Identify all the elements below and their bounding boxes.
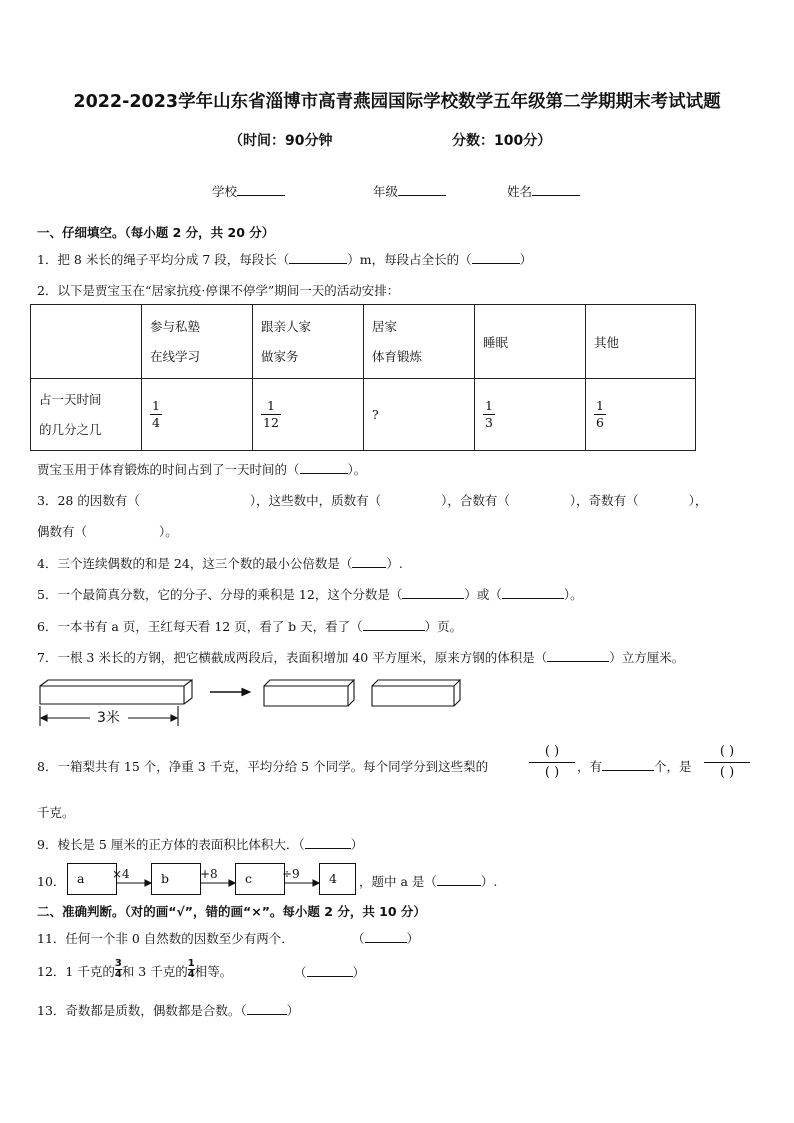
q2-text-b: ）。	[347, 462, 367, 477]
grade-label: 年级	[373, 184, 399, 199]
question-2-ask	[37, 460, 366, 478]
question-12	[37, 958, 233, 983]
q5-blank-2[interactable]	[502, 586, 564, 599]
q11-text-a: 11．任何一个非 0 自然数的因数至少有两个．	[37, 931, 294, 946]
page-title: 2022-2023学年山东省淄博市高青燕园国际学校数学五年级第二学期期末考试试题	[73, 92, 721, 112]
fraction-one-quarter	[188, 959, 195, 980]
header-5: 其他	[594, 334, 620, 350]
header-3-line-1: 居家	[372, 318, 398, 334]
table-row	[31, 379, 696, 451]
q3-text-g: ）。	[159, 524, 178, 539]
op-divide-9: ÷9	[282, 867, 300, 881]
q2-blank[interactable]	[300, 461, 348, 474]
q3-text-a: 3．28 的因数有（	[37, 493, 140, 508]
flow-box-c: c	[235, 863, 285, 895]
table-cell	[142, 379, 253, 451]
q3-text-c: ），合数有（	[441, 493, 510, 508]
school-blank[interactable]	[237, 183, 285, 196]
q11-blank[interactable]	[365, 930, 407, 943]
numerator: 3	[114, 958, 122, 969]
q12-text-e: ）	[352, 965, 366, 980]
question-3-line-2	[37, 522, 178, 540]
question-8-unit: 千克。	[37, 805, 75, 820]
q13-text-b: ）	[286, 1003, 300, 1018]
q4-blank[interactable]	[352, 555, 386, 568]
length-label: 3米	[97, 710, 120, 726]
grade-blank[interactable]	[398, 183, 446, 196]
q8-paren-bottom: ( )	[704, 762, 750, 783]
row-label-line-2: 的几分之几	[39, 421, 102, 437]
table-cell	[364, 379, 475, 451]
q10-blank[interactable]	[437, 873, 481, 886]
question-10-tail	[359, 872, 497, 890]
unknown-mark: ?	[372, 407, 379, 422]
numerator: 1	[152, 398, 160, 413]
q5-text-b: ）或（	[464, 587, 502, 602]
question-3-line-1	[37, 491, 707, 509]
header-1-line-2: 在线学习	[150, 348, 201, 364]
q8-paren-top: ( )	[544, 744, 560, 759]
exam-score: 分数：100分）	[452, 133, 552, 149]
q7-blank[interactable]	[547, 649, 609, 662]
question-8	[37, 757, 488, 775]
flow-arrows	[115, 863, 355, 895]
q4-text-b: ）.	[386, 556, 403, 571]
q8-blank[interactable]	[602, 758, 654, 771]
table-cell	[475, 379, 586, 451]
q8-paren-top: ( )	[719, 744, 735, 759]
section-2-title: 二、准确判断。（对的画“√”，错的画“×”。每小题 2 分，共 10 分）	[37, 904, 426, 919]
row-label-line-1: 占一天时间	[39, 391, 102, 407]
school-field	[212, 182, 285, 200]
table-header-cell	[142, 305, 253, 379]
q13-text-a: 13．奇数都是质数，偶数都是合数。（	[37, 1003, 247, 1018]
question-11-answer	[352, 929, 419, 947]
table-header-cell	[253, 305, 364, 379]
q11-text-c: ）	[406, 931, 420, 946]
table-header-row	[31, 305, 696, 379]
q5-text-a: 5．一个最简真分数，它的分子、分母的乘积是 12，这个分数是（	[37, 587, 403, 602]
exam-time: （时间：90分钟	[229, 133, 333, 149]
q2-text-a: 贾宝玉用于体育锻炼的时间占到了一天时间的（	[37, 462, 300, 477]
question-7	[37, 648, 684, 666]
q1-blank-1[interactable]	[289, 251, 347, 264]
header-3-line-2: 体育锻炼	[372, 348, 423, 364]
q12-text-a: 12．1 千克的	[37, 964, 115, 979]
denominator: 6	[596, 415, 604, 430]
section-1-title: 一、仔细填空。（每小题 2 分，共 20 分）	[37, 225, 275, 240]
fraction	[150, 398, 162, 431]
question-5	[37, 585, 583, 603]
table-header-cell	[364, 305, 475, 379]
table-header-cell	[586, 305, 696, 379]
activity-table	[30, 304, 696, 451]
grade-field	[373, 182, 446, 200]
denominator: 3	[485, 415, 493, 430]
q9-blank[interactable]	[305, 836, 351, 849]
question-10-number: 10．	[37, 874, 66, 889]
denominator: 12	[263, 415, 279, 430]
question-8-cont	[577, 757, 692, 775]
q6-blank[interactable]	[363, 618, 425, 631]
q12-text-b: 和 3 千克的	[121, 964, 188, 979]
q5-blank-1[interactable]	[402, 586, 464, 599]
question-2-intro: 2．以下是贾宝玉在“居家抗疫·停课不停学”期间一天的活动安排：	[37, 283, 400, 298]
school-label: 学校	[212, 184, 238, 199]
q6-text-b: ）页。	[424, 619, 463, 634]
table-cell	[586, 379, 696, 451]
fraction	[594, 398, 606, 431]
header-4: 睡眠	[483, 334, 509, 350]
q9-text-b: ）	[350, 837, 364, 852]
q11-text-b: （	[352, 931, 365, 946]
denominator: 4	[152, 415, 160, 430]
table-cell	[253, 379, 364, 451]
q7-text-b: ）立方厘米。	[609, 650, 685, 665]
op-times-4: ×4	[112, 867, 130, 881]
name-blank[interactable]	[532, 183, 580, 196]
q12-blank[interactable]	[307, 964, 353, 977]
q10-text-b: ）.	[480, 874, 498, 889]
denominator: 4	[187, 969, 195, 980]
question-4	[37, 554, 403, 572]
q13-blank[interactable]	[247, 1002, 287, 1015]
q5-text-c: ）。	[563, 587, 583, 602]
table-corner-cell	[31, 305, 142, 379]
question-12-answer	[294, 963, 365, 981]
q3-text-d: ），奇数有（	[569, 493, 639, 508]
q1-text-b: ）m，每段占全长的（	[347, 252, 472, 267]
flow-box-a: a	[67, 863, 117, 895]
header-2-line-2: 做家务	[261, 348, 299, 364]
question-6	[37, 617, 462, 635]
q12-text-d: （	[294, 965, 307, 980]
q6-text-a: 6．一本书有 a 页，王红每天看 12 页，看了 b 天，看了（	[37, 619, 363, 634]
q8-text-b: ，有	[577, 759, 603, 774]
q8-paren-bottom: ( )	[529, 762, 575, 783]
denominator: 4	[114, 969, 122, 980]
q10-text-a: ，题中 a 是（	[359, 874, 437, 889]
q3-text-f: 偶数有（	[37, 524, 88, 539]
numerator: 1	[596, 398, 604, 413]
question-1	[37, 250, 532, 268]
q9-text-a: 9．棱长是 5 厘米的正方体的表面积比体积大．（	[37, 837, 305, 852]
row-label-cell	[31, 379, 142, 451]
header-1-line-1: 参与私塾	[150, 318, 201, 334]
q8-text-a: 8．一箱梨共有 15 个，净重 3 千克，平均分给 5 个同学。每个同学分到这些梨的	[37, 759, 489, 774]
name-field	[507, 182, 580, 200]
fraction-three-quarters	[115, 959, 122, 980]
numerator: 1	[187, 958, 195, 969]
question-11	[37, 929, 294, 947]
fraction	[483, 398, 495, 431]
q4-text-a: 4．三个连续偶数的和是 24，这三个数的最小公倍数是（	[37, 556, 353, 571]
flow-box-b: b	[151, 863, 201, 895]
q1-text-c: ）	[519, 252, 533, 267]
q3-text-b: ），这些数中，质数有（	[249, 493, 382, 508]
q8-fraction-blank-1[interactable]	[529, 742, 575, 783]
q8-fraction-blank-2[interactable]	[704, 742, 750, 783]
q12-text-c: 相等。	[194, 964, 233, 979]
name-label: 姓名	[507, 184, 533, 199]
q1-text-a: 1．把 8 米长的绳子平均分成 7 段，每段长（	[37, 252, 290, 267]
question-13	[37, 1001, 299, 1019]
numerator: 1	[266, 398, 275, 413]
table-header-cell	[475, 305, 586, 379]
op-plus-8: +8	[200, 867, 218, 881]
q7-text-a: 7．一根 3 米长的方钢，把它横截成两段后，表面积增加 40 平方厘米，原来方钢的体积是（	[37, 650, 548, 665]
flow-box-result: 4	[319, 863, 356, 895]
question-9	[37, 835, 363, 853]
q8-text-c: 个，是	[654, 759, 692, 774]
q1-blank-2[interactable]	[472, 251, 520, 264]
fraction	[261, 398, 281, 431]
q3-text-e: ），	[688, 493, 708, 508]
numerator: 1	[485, 398, 493, 413]
header-2-line-1: 跟亲人家	[261, 318, 312, 334]
